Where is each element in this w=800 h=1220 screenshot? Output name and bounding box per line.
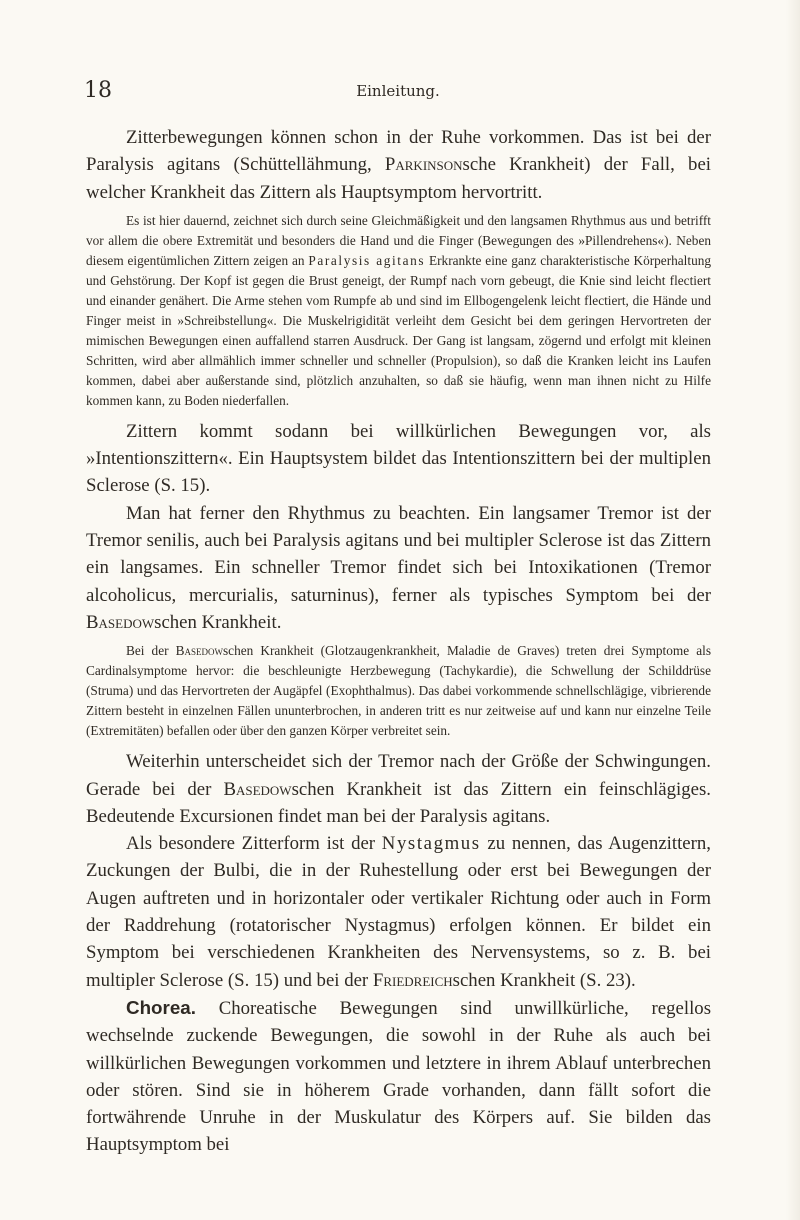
paragraph-intentionszittern (86, 418, 711, 500)
text-segment: Erkrankte eine ganz charakteristische Körperhaltung und Gehstörung. Der Kopf ist gegen die Brust geneigt, der Rumpf nach vorn gebeugt, die Knie sind leicht flectiert und einander genähert. Die Arme stehen vom Rumpfe ab und sind im Ellbogengelenk leicht flectiert, die Hände und Finger meist in »Schreibstellung«. Die Muskelrigidität verleiht dem Gesicht bei dem geringen Hervortreten der mimischen Bewegungen einen auffallend starren Ausdruck. Der Gang ist langsam, zögernd und erfolgt mit kleinen Schritten, wird aber allmählich immer schneller und schneller (Propulsion), so daß die Kranken leicht ins Laufen kommen, dabei aber außerstande sind, plötzlich anzuhalten, so daß sie häufig, wenn man ihnen nicht zu Hilfe kommen kann, zu Boden niederfallen. (86, 252, 712, 408)
text-segment: schen Krankheit ist das Zittern ein feinschlägiges. Bedeutende Excursionen findet man bei der Paralysis agitans. (86, 778, 711, 827)
text-segment: Friedreich (372, 969, 453, 991)
text-segment: Bei der (126, 643, 176, 659)
text-segment: schen Krankheit (S. 23). (452, 969, 636, 991)
text-segment: Zitterbewegungen können schon in der Ruhe vorkommen. Das ist bei der Paralysis agitans (Schüttellähmung, (86, 127, 711, 176)
text-segment: sche Krankheit) der Fall, bei welcher Krankheit das Zittern als Hauptsymptom hervortritt. (86, 154, 712, 203)
running-title: Einleitung. (356, 82, 440, 100)
text-segment: Es ist hier dauernd, zeichnet sich durch seine Gleichmäßigkeit und den langsamen Rhythmus aus und betrifft vor allem die obere Extremität und besonders die Hand und die Finger (Bewegungen des »Pillendrehens«). Neben diesem eigentümlichen Zittern zeigen an (86, 212, 711, 268)
text-segment: Basedow (223, 778, 292, 800)
paragraph-nystagmus (86, 830, 711, 994)
section-heading: Chorea. (126, 996, 196, 1018)
text-segment: Parkinson (384, 154, 463, 176)
paragraph-paralysis-detail (86, 211, 711, 411)
paragraph-basedow-detail (86, 641, 711, 741)
page-header (84, 78, 712, 108)
text-segment: Man hat ferner den Rhythmus zu beachten. Ein langsamer Tremor ist der Tremor senilis, auch bei Paralysis agitans und bei multipler Sclerose ist das Zittern ein langsames. Ein schneller Tremor findet sich bei Intoxikationen (Tremor alcoholicus, mercurialis, saturninus), ferner als typisches Symptom bei der (86, 502, 711, 606)
page-edge-shadow (786, 0, 800, 1220)
text-segment: schen Krankheit. (154, 611, 282, 633)
paragraph-paralysis-agitans (86, 124, 711, 206)
text-segment: Als besondere Zitterform ist der (126, 833, 382, 855)
body-text (86, 124, 711, 1159)
text-segment: Zittern kommt sodann bei willkürlichen Bewegungen vor, als »Intentionszittern«. Ein Hauptsystem bildet das Intentionszittern bei der multiplen Sclerose (S. 15). (86, 420, 711, 497)
text-segment: Basedow (86, 611, 155, 633)
paragraph-rhythmus (86, 500, 711, 636)
text-segment: Paralysis agitans (308, 252, 426, 268)
text-segment: zu nennen, das Augenzittern, Zuckungen der Bulbi, die in der Ruhestellung oder erst bei Bewegungen der Augen auftreten und in horizontaler oder vertikaler Richtung oder auch in Form der Raddrehung (rotatorischer Nystagmus) erfolgen können. Er bildet ein Symptom bei verschiedenen Krankheiten des Nervensystems, so z. B. bei multipler Sclerose (S. 15) und bei der (86, 833, 711, 991)
text-segment: schen Krankheit (Glotzaugenkrankheit, Maladie de Graves) treten drei Symptome als Cardinalsymptome hervor: die beschleunigte Herzbewegung (Tachykardie), die Schwellung der Schilddrüse (Struma) und das Hervortreten der Augäpfel (Exophthalmus). Das dabei vorkommende schnellschlägige, vibrierende Zittern besteht in einzelnen Fällen ununterbrochen, in anderen tritt es nur zeitweise auf und kann nur einzelne Teile (Extremitäten) befallen oder über den ganzen Körper verbreitet sein. (86, 643, 712, 739)
page-number: 18 (84, 78, 112, 103)
text-segment: Nystagmus (381, 833, 481, 855)
paragraph-schwingungen (86, 748, 711, 830)
text-segment: Choreatische Bewegungen sind unwillkürliche, regellos wechselnde zuckende Bewegungen, die sowohl in der Ruhe als auch bei willkürlichen Bewegungen vorkommen und letztere in ihrem Ablauf unterbrechen oder stören. Sind sie in höherem Grade vorhanden, dann fällt sofort die fortwährende Unruhe in der Muskulatur des Körpers auf. Sie bilden das Hauptsymptom bei (86, 997, 711, 1156)
text-segment: Basedow (175, 643, 223, 659)
paragraph-chorea (86, 994, 711, 1159)
text-segment: Weiterhin unterscheidet sich der Tremor nach der Größe der Schwingungen. Gerade bei der (86, 751, 711, 800)
